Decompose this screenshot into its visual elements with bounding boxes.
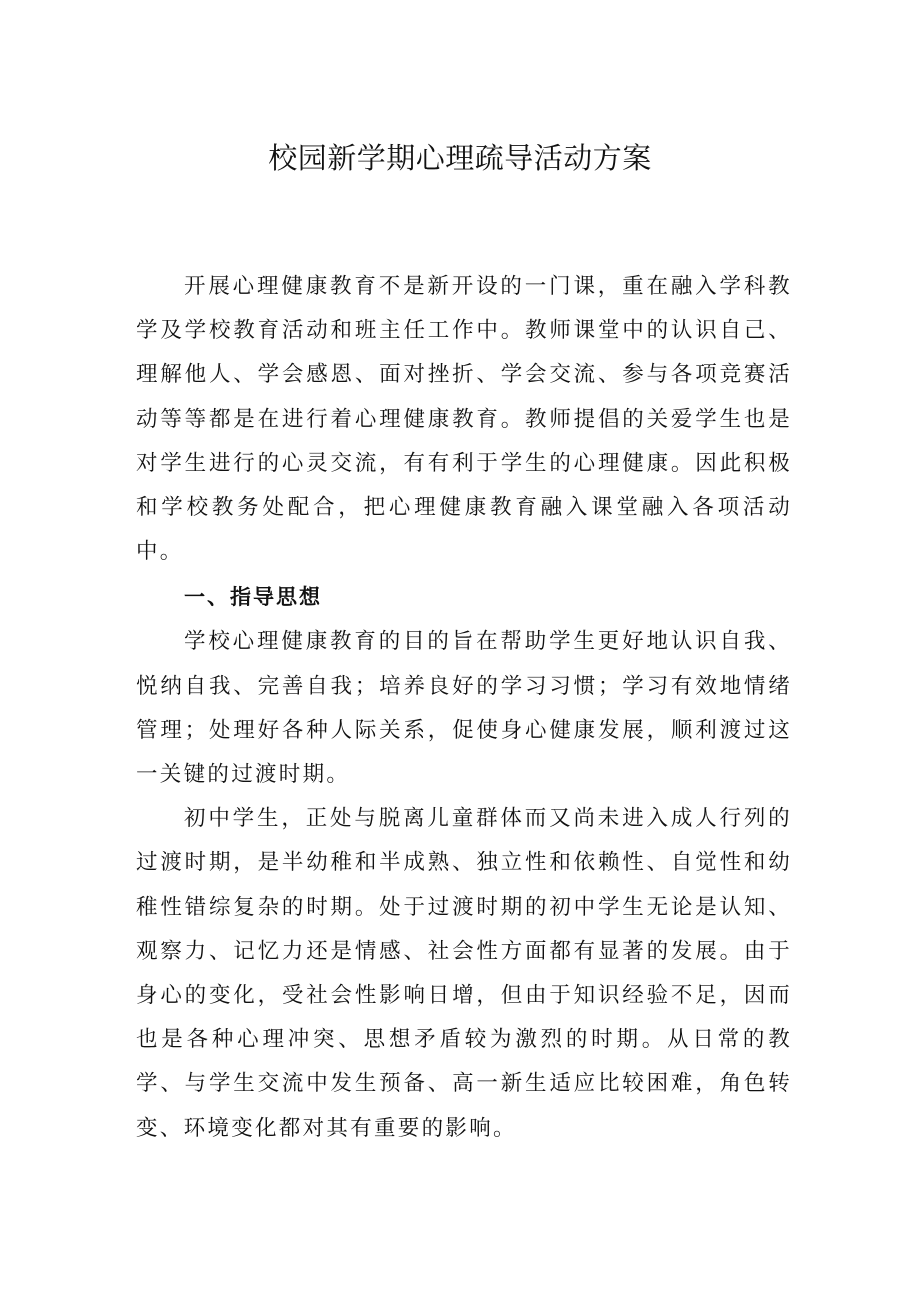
guiding-thought-paragraph: 学校心理健康教育的目的旨在帮助学生更好地认识自我、悦纳自我、完善自我；培养良好的学习习惯；学习有效地情绪管理；处理好各种人际关系，促使身心健康发展，顺利渡过这一关键的过渡时期。 (136, 629, 792, 788)
document-title: 校园新学期心理疏导活动方案 (268, 141, 652, 175)
junior-students-paragraph: 初中学生，正处与脱离儿童群体而又尚未进入成人行列的过渡时期，是半幼稚和半成熟、独立性和依赖性、自觉性和幼稚性错综复杂的时期。处于过渡时期的初中学生无论是认知、观察力、记忆力还是情感、社会性方面都有显著的发展。由于身心的变化，受社会性影响日增，但由于知识经验不足，因而也是各种心理冲突、思想矛盾较为激烈的时期。从日常的教学、与学生交流中发生预备、高一新生适应比较困难，角色转变、环境变化都对其有重要的影响。 (136, 806, 792, 1141)
document-body (136, 265, 792, 1151)
section-heading-guiding-thought: 一、指导思想 (184, 585, 322, 610)
intro-paragraph: 开展心理健康教育不是新开设的一门课，重在融入学科教学及学校教育活动和班主任工作中。教师课堂中的认识自己、理解他人、学会感恩、面对挫折、学会交流、参与各项竞赛活动等等都是在进行着心理健康教育。教师提倡的关爱学生也是对学生进行的心灵交流，有有利于学生的心理健康。因此积极和学校教务处配合，把心理健康教育融入课堂融入各项活动中。 (136, 274, 792, 565)
